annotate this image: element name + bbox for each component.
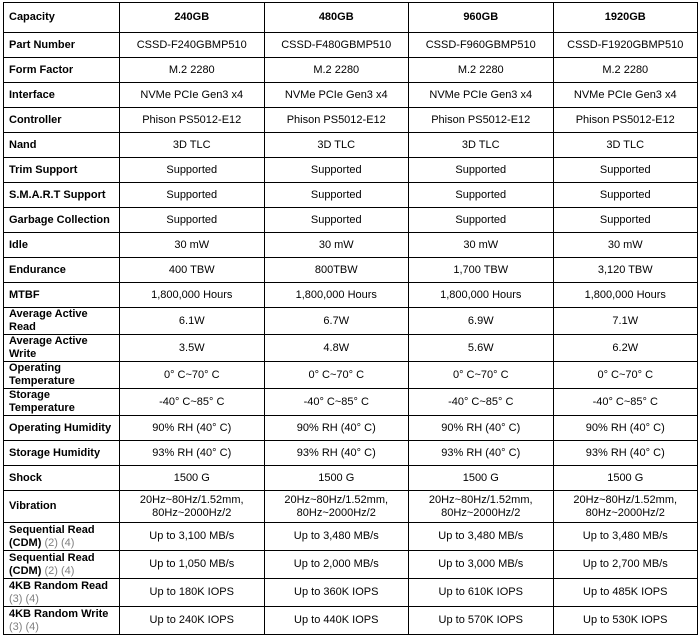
table-cell: 3,120 TBW bbox=[553, 258, 698, 283]
table-cell: CSSD-F1920GBMP510 bbox=[553, 33, 698, 58]
table-row bbox=[4, 551, 698, 579]
table-cell: 93% RH (40° C) bbox=[120, 441, 265, 466]
table-cell: Up to 360K IOPS bbox=[264, 579, 409, 607]
table-cell: -40° C~85° C bbox=[120, 389, 265, 416]
table-cell: Supported bbox=[264, 183, 409, 208]
table-cell: Phison PS5012-E12 bbox=[264, 108, 409, 133]
table-cell: Up to 3,480 MB/s bbox=[264, 523, 409, 551]
table-cell bbox=[264, 491, 409, 523]
cell-line: 80Hz~2000Hz/2 bbox=[441, 506, 521, 519]
row-label bbox=[4, 133, 120, 158]
table-row bbox=[4, 108, 698, 133]
table-cell: 30 mW bbox=[553, 233, 698, 258]
table-cell: Up to 530K IOPS bbox=[553, 607, 698, 635]
row-label bbox=[4, 158, 120, 183]
table-cell: 0° C~70° C bbox=[264, 362, 409, 389]
cell-line: 20Hz~80Hz/1.52mm, bbox=[284, 493, 389, 506]
table-cell: 3D TLC bbox=[553, 133, 698, 158]
table-cell: 7.1W bbox=[553, 308, 698, 335]
table-cell: 1500 G bbox=[264, 466, 409, 491]
table-header bbox=[4, 3, 698, 33]
table-cell: 90% RH (40° C) bbox=[120, 416, 265, 441]
table-cell: Supported bbox=[553, 208, 698, 233]
cell-line: 80Hz~2000Hz/2 bbox=[585, 506, 665, 519]
table-cell: NVMe PCIe Gen3 x4 bbox=[553, 83, 698, 108]
table-cell: 3D TLC bbox=[264, 133, 409, 158]
header-row bbox=[4, 3, 698, 33]
table-cell: Phison PS5012-E12 bbox=[120, 108, 265, 133]
table-cell: Phison PS5012-E12 bbox=[553, 108, 698, 133]
table-cell: Supported bbox=[264, 208, 409, 233]
table-cell: 800TBW bbox=[264, 258, 409, 283]
table-cell: 1500 G bbox=[553, 466, 698, 491]
table-cell: 400 TBW bbox=[120, 258, 265, 283]
table-row bbox=[4, 362, 698, 389]
table-cell: Up to 1,050 MB/s bbox=[120, 551, 265, 579]
row-label-text: Sequential Read bbox=[9, 551, 95, 564]
table-cell: M.2 2280 bbox=[264, 58, 409, 83]
row-label bbox=[4, 416, 120, 441]
row-label-text: Garbage Collection bbox=[9, 213, 110, 226]
row-label bbox=[4, 283, 120, 308]
table-cell: 1500 G bbox=[409, 466, 554, 491]
header-capacity-960gb: 960GB bbox=[409, 3, 554, 33]
table-cell: Supported bbox=[553, 158, 698, 183]
table-row bbox=[4, 258, 698, 283]
table-cell: Supported bbox=[553, 183, 698, 208]
table-cell: M.2 2280 bbox=[120, 58, 265, 83]
table-cell bbox=[409, 491, 554, 523]
spec-table bbox=[3, 2, 698, 635]
table-cell: Up to 240K IOPS bbox=[120, 607, 265, 635]
header-capacity-label: Capacity bbox=[4, 3, 120, 33]
table-row bbox=[4, 158, 698, 183]
table-body bbox=[4, 33, 698, 635]
table-cell: 6.7W bbox=[264, 308, 409, 335]
row-label bbox=[4, 33, 120, 58]
table-cell: 1,800,000 Hours bbox=[553, 283, 698, 308]
footnote-ref: (2) (4) bbox=[44, 564, 75, 577]
table-cell: Up to 2,000 MB/s bbox=[264, 551, 409, 579]
row-label-text: Form Factor bbox=[9, 63, 74, 76]
table-row bbox=[4, 283, 698, 308]
table-cell bbox=[553, 491, 698, 523]
table-cell: Supported bbox=[120, 208, 265, 233]
row-label bbox=[4, 523, 120, 551]
table-row bbox=[4, 208, 698, 233]
table-cell: Up to 3,480 MB/s bbox=[553, 523, 698, 551]
table-cell: 1,800,000 Hours bbox=[120, 283, 265, 308]
table-row bbox=[4, 523, 698, 551]
header-capacity-1920gb: 1920GB bbox=[553, 3, 698, 33]
footnote-ref: (3) (4) bbox=[9, 592, 39, 605]
row-label bbox=[4, 441, 120, 466]
cell-line: 80Hz~2000Hz/2 bbox=[296, 506, 376, 519]
table-cell: NVMe PCIe Gen3 x4 bbox=[120, 83, 265, 108]
table-cell: 90% RH (40° C) bbox=[264, 416, 409, 441]
table-cell: NVMe PCIe Gen3 x4 bbox=[264, 83, 409, 108]
table-cell: Supported bbox=[409, 183, 554, 208]
table-cell: Supported bbox=[120, 158, 265, 183]
table-row bbox=[4, 441, 698, 466]
table-cell: -40° C~85° C bbox=[553, 389, 698, 416]
cell-line: 80Hz~2000Hz/2 bbox=[152, 506, 232, 519]
table-row bbox=[4, 133, 698, 158]
row-label bbox=[4, 607, 120, 635]
footnote-ref: (2) (4) bbox=[44, 536, 75, 549]
row-label bbox=[4, 233, 120, 258]
table-row bbox=[4, 83, 698, 108]
row-label-text: Storage Temperature bbox=[9, 389, 75, 414]
table-cell: 6.9W bbox=[409, 308, 554, 335]
table-cell: CSSD-F480GBMP510 bbox=[264, 33, 409, 58]
row-label bbox=[4, 389, 120, 416]
table-cell: 1,700 TBW bbox=[409, 258, 554, 283]
table-row bbox=[4, 579, 698, 607]
table-row bbox=[4, 607, 698, 635]
cell-line: 20Hz~80Hz/1.52mm, bbox=[139, 493, 244, 506]
row-label bbox=[4, 491, 120, 523]
row-label bbox=[4, 58, 120, 83]
table-cell: Supported bbox=[264, 158, 409, 183]
table-cell: Up to 3,100 MB/s bbox=[120, 523, 265, 551]
table-cell: Up to 610K IOPS bbox=[409, 579, 554, 607]
row-label-text: MTBF bbox=[9, 288, 40, 301]
table-cell: 30 mW bbox=[409, 233, 554, 258]
row-label-text: 4KB Random Read bbox=[9, 579, 109, 592]
table-cell: -40° C~85° C bbox=[264, 389, 409, 416]
table-cell: 4.8W bbox=[264, 335, 409, 362]
table-cell: 30 mW bbox=[120, 233, 265, 258]
table-cell: Up to 3,000 MB/s bbox=[409, 551, 554, 579]
row-label bbox=[4, 466, 120, 491]
table-cell: 3D TLC bbox=[120, 133, 265, 158]
table-cell: Supported bbox=[409, 208, 554, 233]
row-label-text: Vibration bbox=[9, 500, 57, 512]
table-cell: 90% RH (40° C) bbox=[553, 416, 698, 441]
table-cell: 0° C~70° C bbox=[553, 362, 698, 389]
table-row bbox=[4, 33, 698, 58]
row-label bbox=[4, 258, 120, 283]
table-cell: Supported bbox=[409, 158, 554, 183]
row-label-text: Controller bbox=[9, 113, 62, 126]
row-label-text: Sequential Read bbox=[9, 523, 95, 536]
row-label-line2: (CDM) bbox=[9, 536, 42, 549]
table-cell bbox=[120, 491, 265, 523]
table-cell: CSSD-F960GBMP510 bbox=[409, 33, 554, 58]
table-cell: M.2 2280 bbox=[409, 58, 554, 83]
table-cell: Up to 570K IOPS bbox=[409, 607, 554, 635]
cell-line: 20Hz~80Hz/1.52mm, bbox=[573, 493, 678, 506]
footnote-ref: (3) (4) bbox=[9, 620, 39, 633]
table-cell: 93% RH (40° C) bbox=[264, 441, 409, 466]
table-cell: 1,800,000 Hours bbox=[409, 283, 554, 308]
row-label-text: Trim Support bbox=[9, 163, 78, 176]
table-cell: 3.5W bbox=[120, 335, 265, 362]
row-label-text: Average Active Read bbox=[9, 308, 88, 333]
table-cell: 93% RH (40° C) bbox=[553, 441, 698, 466]
table-cell: Up to 3,480 MB/s bbox=[409, 523, 554, 551]
table-row bbox=[4, 233, 698, 258]
header-capacity-240gb: 240GB bbox=[120, 3, 265, 33]
header-capacity-480gb: 480GB bbox=[264, 3, 409, 33]
table-cell: 1,800,000 Hours bbox=[264, 283, 409, 308]
table-row bbox=[4, 416, 698, 441]
table-row bbox=[4, 389, 698, 416]
row-label-text: Idle bbox=[9, 238, 28, 251]
table-cell: 0° C~70° C bbox=[120, 362, 265, 389]
table-cell: CSSD-F240GBMP510 bbox=[120, 33, 265, 58]
row-label-text: Interface bbox=[9, 88, 55, 101]
table-row bbox=[4, 308, 698, 335]
table-cell: 1500 G bbox=[120, 466, 265, 491]
table-row bbox=[4, 335, 698, 362]
row-label-text: Storage Humidity bbox=[9, 446, 101, 459]
cell-line: 20Hz~80Hz/1.52mm, bbox=[428, 493, 533, 506]
row-label bbox=[4, 335, 120, 362]
table-cell: Up to 180K IOPS bbox=[120, 579, 265, 607]
table-cell: Up to 2,700 MB/s bbox=[553, 551, 698, 579]
table-cell: 6.1W bbox=[120, 308, 265, 335]
row-label bbox=[4, 362, 120, 389]
table-cell: Up to 485K IOPS bbox=[553, 579, 698, 607]
row-label bbox=[4, 108, 120, 133]
row-label bbox=[4, 83, 120, 108]
table-cell: 30 mW bbox=[264, 233, 409, 258]
row-label-text: Operating Temperature bbox=[9, 362, 75, 387]
table-cell: Phison PS5012-E12 bbox=[409, 108, 554, 133]
table-cell: 93% RH (40° C) bbox=[409, 441, 554, 466]
row-label-text: Average Active Write bbox=[9, 335, 88, 360]
row-label-text: Endurance bbox=[9, 263, 66, 276]
table-row bbox=[4, 491, 698, 523]
table-row bbox=[4, 58, 698, 83]
table-row bbox=[4, 183, 698, 208]
row-label bbox=[4, 579, 120, 607]
table-cell: Up to 440K IOPS bbox=[264, 607, 409, 635]
row-label-text: Operating Humidity bbox=[9, 421, 112, 434]
table-cell: 3D TLC bbox=[409, 133, 554, 158]
table-cell: M.2 2280 bbox=[553, 58, 698, 83]
row-label-text: Nand bbox=[9, 138, 37, 151]
row-label-text: S.M.A.R.T Support bbox=[9, 188, 106, 201]
table-cell: 0° C~70° C bbox=[409, 362, 554, 389]
row-label bbox=[4, 308, 120, 335]
table-row bbox=[4, 466, 698, 491]
table-cell: 90% RH (40° C) bbox=[409, 416, 554, 441]
row-label-text: 4KB Random Write bbox=[9, 607, 109, 620]
row-label-text: Part Number bbox=[9, 38, 76, 51]
row-label-line2: (CDM) bbox=[9, 564, 42, 577]
table-cell: 5.6W bbox=[409, 335, 554, 362]
row-label bbox=[4, 183, 120, 208]
table-cell: Supported bbox=[120, 183, 265, 208]
row-label-text: Shock bbox=[9, 471, 43, 484]
row-label bbox=[4, 208, 120, 233]
table-cell: 6.2W bbox=[553, 335, 698, 362]
table-cell: -40° C~85° C bbox=[409, 389, 554, 416]
table-cell: NVMe PCIe Gen3 x4 bbox=[409, 83, 554, 108]
row-label bbox=[4, 551, 120, 579]
